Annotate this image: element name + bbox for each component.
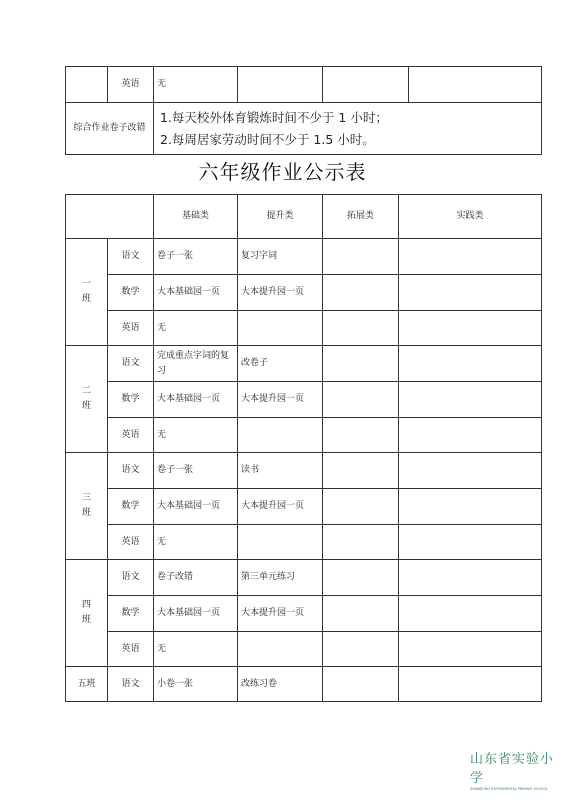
subject-cell: 数学 bbox=[108, 275, 154, 311]
table-row bbox=[66, 560, 542, 596]
practice-cell bbox=[399, 239, 542, 275]
table-row bbox=[66, 239, 542, 275]
school-logo-subtext: SHANDONG EXPERIMENTAL PRIMARY SCHOOL bbox=[470, 787, 549, 791]
extension-cell bbox=[323, 311, 399, 346]
school-logo bbox=[470, 748, 565, 791]
class-name-bottom: 班 bbox=[81, 615, 91, 625]
class-name-top: 一 bbox=[81, 279, 91, 289]
basic-cell: 无 bbox=[154, 67, 238, 103]
extension-cell bbox=[323, 525, 399, 560]
subject-cell: 语文 bbox=[108, 560, 154, 596]
school-logo-text: 山东省实验小学 bbox=[470, 752, 555, 786]
extension-cell bbox=[323, 667, 399, 702]
practice-cell bbox=[399, 632, 542, 667]
homework-table bbox=[65, 194, 542, 702]
table-row bbox=[66, 382, 542, 418]
extension-cell bbox=[323, 560, 399, 596]
advanced-cell: 复习字词 bbox=[238, 239, 323, 275]
extension-cell bbox=[323, 346, 399, 382]
practice-cell bbox=[399, 346, 542, 382]
advanced-cell bbox=[238, 632, 323, 667]
basic-cell: 无 bbox=[154, 311, 238, 346]
class-name-cell bbox=[66, 560, 108, 667]
header-advanced: 提升类 bbox=[238, 195, 323, 239]
table-row bbox=[66, 311, 542, 346]
basic-cell: 大本基础园一页 bbox=[154, 489, 238, 525]
table-row bbox=[66, 346, 542, 382]
practice-cell bbox=[399, 525, 542, 560]
class-name-top: 二 bbox=[81, 386, 91, 396]
subject-cell: 英语 bbox=[108, 311, 154, 346]
requirement-line: 1.每天校外体育锻炼时间不少于 1 小时； bbox=[160, 109, 388, 125]
subject-cell: 语文 bbox=[108, 667, 154, 702]
table-row bbox=[66, 275, 542, 311]
page-title: 六年级作业公示表 bbox=[198, 160, 367, 184]
advanced-cell bbox=[238, 311, 323, 346]
subject-cell: 英语 bbox=[108, 67, 154, 103]
basic-cell: 大本基础园一页 bbox=[154, 382, 238, 418]
advanced-cell: 大本提升园一页 bbox=[238, 382, 323, 418]
advanced-cell: 第三单元练习 bbox=[238, 560, 323, 596]
table-row bbox=[66, 418, 542, 453]
practice-cell bbox=[399, 418, 542, 453]
table-row bbox=[66, 596, 542, 632]
practice-cell bbox=[399, 311, 542, 346]
class-name-bottom: 班 bbox=[81, 401, 91, 411]
subject-cell: 数学 bbox=[108, 596, 154, 632]
subject-cell: 英语 bbox=[108, 418, 154, 453]
basic-cell: 无 bbox=[154, 632, 238, 667]
practice-cell bbox=[399, 560, 542, 596]
extension-cell bbox=[323, 382, 399, 418]
practice-cell bbox=[399, 667, 542, 702]
table-row bbox=[66, 67, 542, 103]
basic-cell: 无 bbox=[154, 525, 238, 560]
basic-cell: 卷子一张 bbox=[154, 453, 238, 489]
class-name-top: 三 bbox=[81, 493, 91, 503]
subject-cell: 语文 bbox=[108, 239, 154, 275]
practice-cell bbox=[399, 596, 542, 632]
subject-cell: 数学 bbox=[108, 489, 154, 525]
subject-cell: 英语 bbox=[108, 525, 154, 560]
summary-label: 综合作业卷子改错 bbox=[66, 103, 154, 155]
class-name-cell bbox=[66, 239, 108, 346]
extension-cell bbox=[323, 275, 399, 311]
basic-cell: 大本基础园一页 bbox=[154, 596, 238, 632]
basic-cell: 卷子改错 bbox=[154, 560, 238, 596]
advanced-cell bbox=[238, 525, 323, 560]
table-row bbox=[66, 103, 542, 155]
class-name-bottom: 班 bbox=[81, 294, 91, 304]
class-name-top: 四 bbox=[81, 600, 91, 610]
class-name-bottom: 班 bbox=[81, 508, 91, 518]
class-name-cell: 五班 bbox=[66, 667, 108, 702]
header-practice: 实践类 bbox=[399, 195, 542, 239]
requirements-cell bbox=[154, 103, 542, 155]
class-name-cell bbox=[66, 453, 108, 560]
extension-cell bbox=[323, 453, 399, 489]
advanced-cell: 大本提升园一页 bbox=[238, 596, 323, 632]
subject-cell: 语文 bbox=[108, 453, 154, 489]
extension-cell bbox=[323, 596, 399, 632]
extension-cell bbox=[323, 418, 399, 453]
practice-cell bbox=[399, 382, 542, 418]
header-basic: 基础类 bbox=[154, 195, 238, 239]
advanced-cell: 改卷子 bbox=[238, 346, 323, 382]
basic-cell: 大本基础园一页 bbox=[154, 275, 238, 311]
extension-cell bbox=[323, 489, 399, 525]
requirement-line: 2.每周居家劳动时间不少于 1.5 小时。 bbox=[160, 131, 375, 147]
basic-cell: 小卷一张 bbox=[154, 667, 238, 702]
advanced-cell: 大本提升园一页 bbox=[238, 275, 323, 311]
extension-cell bbox=[323, 239, 399, 275]
basic-cell: 卷子一张 bbox=[154, 239, 238, 275]
subject-cell: 数学 bbox=[108, 382, 154, 418]
advanced-cell: 改练习卷 bbox=[238, 667, 323, 702]
header-row bbox=[66, 195, 542, 239]
practice-cell bbox=[399, 489, 542, 525]
header-extension: 拓展类 bbox=[323, 195, 399, 239]
previous-page-table bbox=[65, 66, 542, 155]
advanced-cell: 大本提升园一页 bbox=[238, 489, 323, 525]
advanced-cell bbox=[238, 418, 323, 453]
table-row bbox=[66, 667, 542, 702]
advanced-cell: 读书 bbox=[238, 453, 323, 489]
subject-cell: 英语 bbox=[108, 632, 154, 667]
table-row bbox=[66, 453, 542, 489]
table-row bbox=[66, 525, 542, 560]
table-row bbox=[66, 489, 542, 525]
basic-cell: 完成重点字词的复习 bbox=[154, 346, 238, 382]
table-row bbox=[66, 632, 542, 667]
practice-cell bbox=[399, 453, 542, 489]
extension-cell bbox=[323, 632, 399, 667]
practice-cell bbox=[399, 275, 542, 311]
basic-cell: 无 bbox=[154, 418, 238, 453]
subject-cell: 语文 bbox=[108, 346, 154, 382]
class-name-cell bbox=[66, 346, 108, 453]
